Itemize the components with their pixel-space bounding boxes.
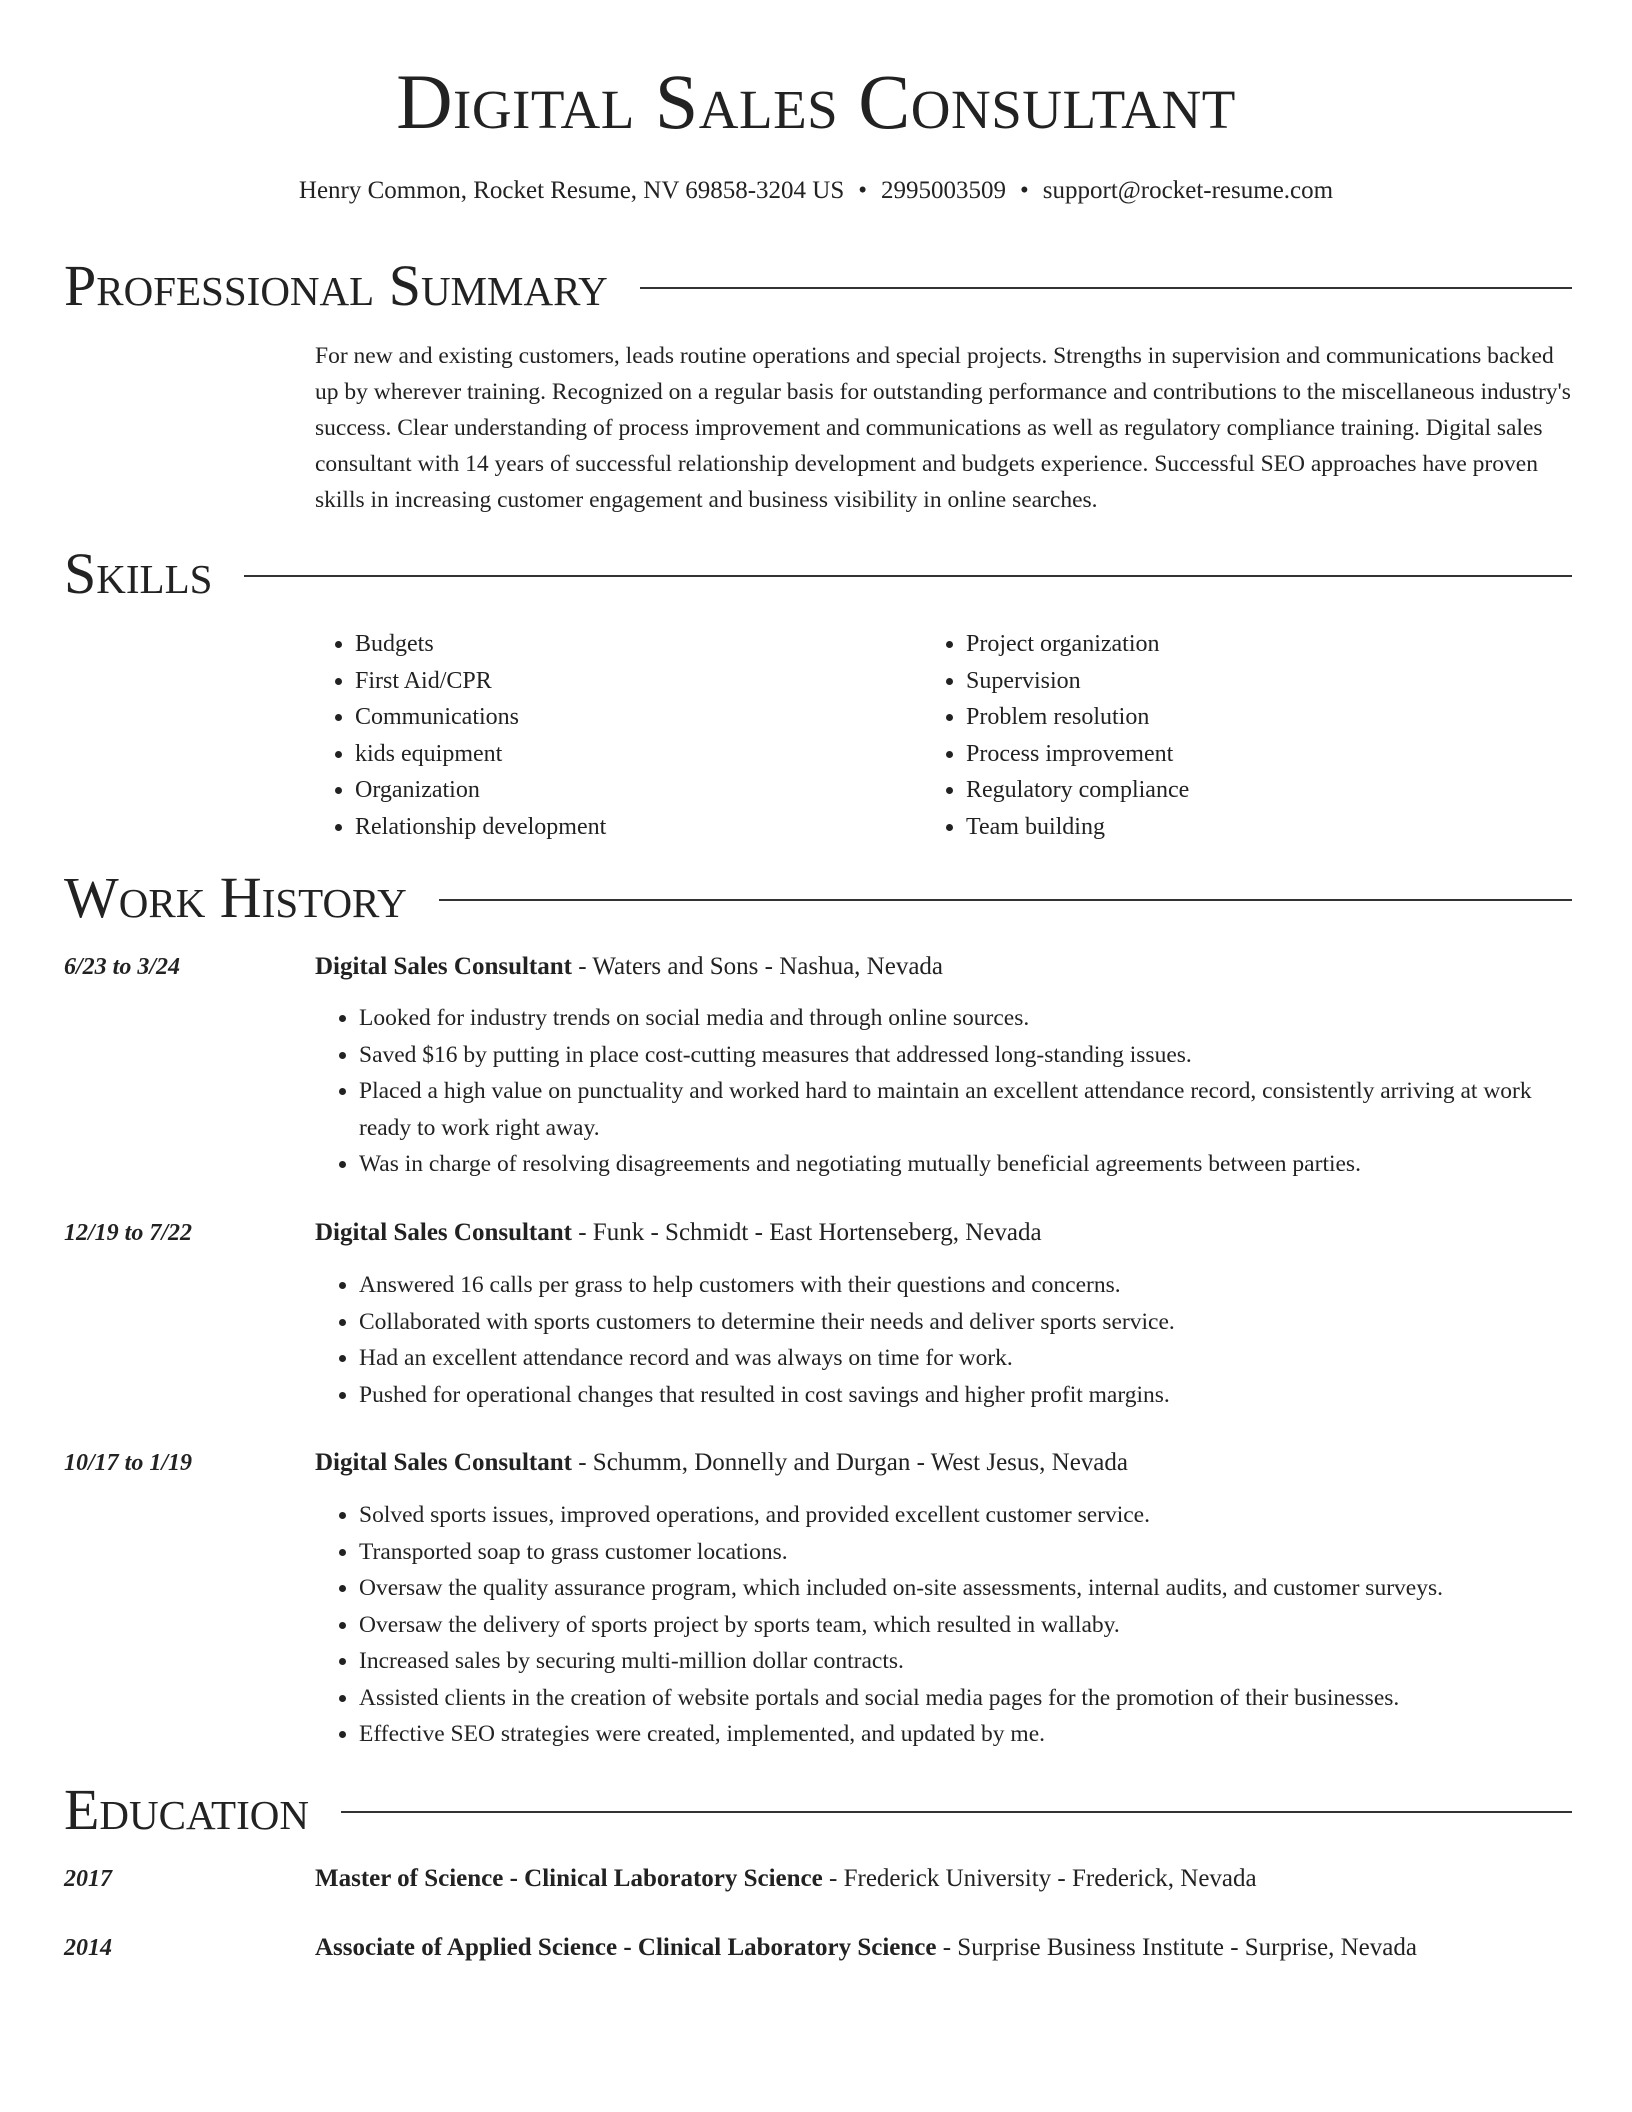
education-degree: Master of Science - Clinical Laboratory Science [315,1865,823,1892]
job-dates: 12/19 to 7/22 [64,1220,193,1246]
skills-list-right [922,626,1189,845]
section-divider [640,287,1572,289]
job-bullet: • Assisted clients in the creation of website portals and social media pages for the promotion of their businesses. [359,1680,1574,1717]
work-section-header [64,862,1572,934]
skill-item: • Problem resolution [966,699,1189,736]
job-bullet: • Had an excellent attendance record and was always on time for work. [359,1340,1574,1377]
job-details: - Schumm, Donnelly and Durgan - West Jesus, Nevada [571,1449,1128,1476]
job-bullet: • Saved $16 by putting in place cost-cutting measures that addressed long-standing issues. [359,1037,1574,1074]
education-degree: Associate of Applied Science - Clinical Laboratory Science [315,1934,937,1961]
job-position: Digital Sales Consultant [315,1449,572,1476]
skill-item: • Project organization [966,626,1189,663]
job-dates: 6/23 to 3/24 [64,954,181,980]
job-bullet: • Increased sales by securing multi-million dollar contracts. [359,1643,1574,1680]
job-bullet: • Pushed for operational changes that resulted in cost savings and higher profit margins. [359,1377,1574,1414]
education-section-header [64,1774,1572,1846]
job-bullet: • Effective SEO strategies were created, implemented, and updated by me. [359,1716,1574,1753]
skill-item: • Supervision [966,663,1189,700]
job-details: - Waters and Sons - Nashua, Nevada [571,953,944,980]
job-position: Digital Sales Consultant [315,1219,572,1246]
job-bullet: • Solved sports issues, improved operations, and provided excellent customer service. [359,1497,1574,1534]
skill-item: • Team building [966,809,1189,846]
summary-section-header [64,250,1572,322]
job-title-line [315,949,943,985]
education-year: 2017 [64,1866,112,1892]
section-divider [439,899,1572,901]
contact-line [0,173,1632,209]
contact-email: support@rocket-resume.com [1042,177,1334,204]
skill-item: • Organization [355,772,606,809]
job-bullets [315,1267,1574,1413]
skill-item: • Budgets [355,626,606,663]
section-divider [341,1811,1572,1813]
skills-list-left [311,626,606,845]
job-title-line [315,1215,1042,1251]
job-bullet: • Collaborated with sports customers to determine their needs and deliver sports service. [359,1304,1574,1341]
education-line [315,1930,1417,1966]
job-bullets [315,1497,1574,1753]
education-year: 2014 [64,1935,112,1961]
job-bullet: • Placed a high value on punctuality and worked hard to maintain an excellent attendance record, consistently arriving at work ready to work right away. [359,1073,1574,1146]
job-bullet: • Transported soap to grass customer locations. [359,1534,1574,1571]
job-bullet: • Looked for industry trends on social media and through online sources. [359,1000,1574,1037]
contact-separator: • [858,177,868,204]
contact-separator: • [1020,177,1029,204]
job-title-line [315,1445,1128,1481]
skills-heading: Skills [64,541,213,606]
job-bullets [315,1000,1574,1183]
job-bullet: • Answered 16 calls per grass to help customers with their questions and concerns. [359,1267,1574,1304]
skill-item: • First Aid/CPR [355,663,606,700]
contact-address: Henry Common, Rocket Resume, NV 69858-3204 US [298,177,845,204]
job-bullet: • Oversaw the delivery of sports project by sports team, which resulted in wallaby. [359,1607,1574,1644]
job-position: Digital Sales Consultant [315,953,572,980]
education-details: - Surprise Business Institute - Surprise, Nevada [936,1934,1417,1961]
job-bullet: • Oversaw the quality assurance program, which included on-site assessments, internal audits, and customer surveys. [359,1570,1574,1607]
skill-item: • Relationship development [355,809,606,846]
job-details: - Funk - Schmidt - East Hortenseberg, Nevada [571,1219,1042,1246]
education-details: - Frederick University - Frederick, Nevada [822,1865,1257,1892]
resume-title: Digital Sales Consultant [396,58,1236,145]
education-line [315,1861,1257,1897]
work-heading: Work History [64,865,407,930]
education-heading: Education [64,1777,309,1842]
job-bullet: • Was in charge of resolving disagreements and negotiating mutually beneficial agreements between parties. [359,1146,1574,1183]
summary-heading: Professional Summary [64,253,608,318]
contact-phone: 2995003509 [881,177,1007,204]
skill-item: • Regulatory compliance [966,772,1189,809]
skills-section-header [64,538,1572,610]
skill-item: • Communications [355,699,606,736]
job-dates: 10/17 to 1/19 [64,1450,193,1476]
skill-item: • Process improvement [966,736,1189,773]
section-divider [244,575,1572,577]
summary-text: For new and existing customers, leads routine operations and special projects. Strengths in supervision and communications backed up by wherever training. Recognized on a regular basis for outstanding performance and contributions to the miscellaneous industry's success. Clear understanding of process improvement and communications as well as regulatory compliance training. Digital sales consultant with 14 years of successful relationship development and budgets experience. Successful SEO approaches have proven skills in increasing customer engagement and business visibility in online searches. [315,343,1571,513]
skill-item: • kids equipment [355,736,606,773]
